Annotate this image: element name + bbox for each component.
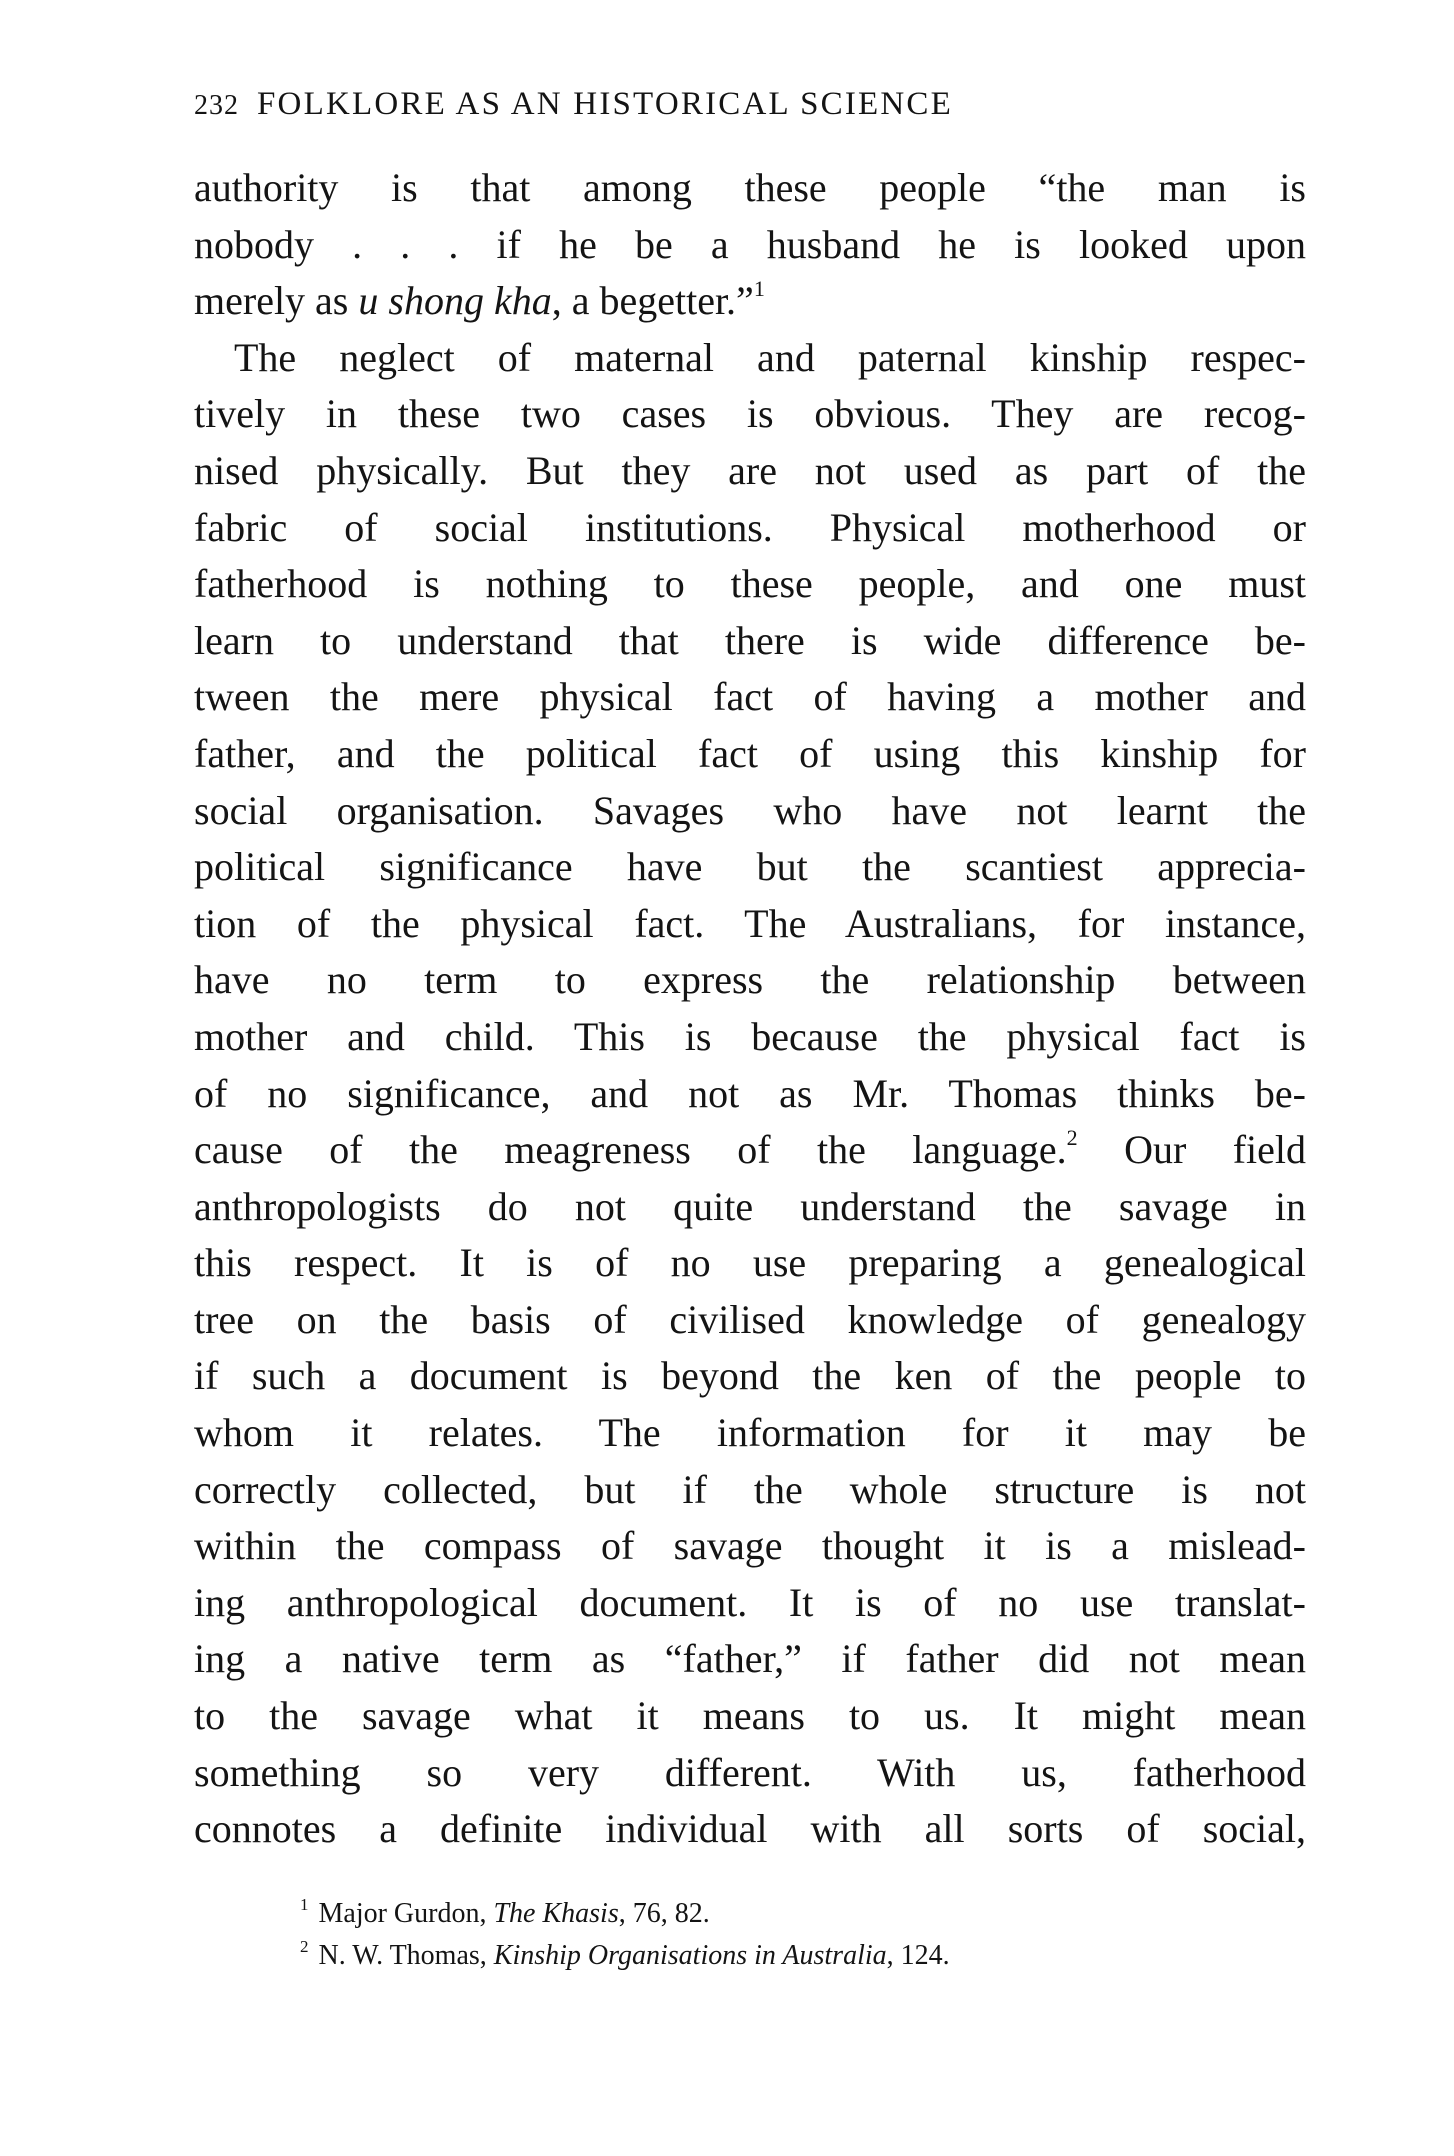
text-line	[194, 443, 1306, 500]
footnote-reference: 2	[1066, 1125, 1078, 1151]
text-line	[194, 273, 1306, 330]
text-run: fabric of social institutions. Physical motherhood or	[194, 504, 1306, 550]
text-line	[194, 1518, 1306, 1575]
text-line	[194, 783, 1306, 840]
text-line	[194, 613, 1306, 670]
italic-text: u shong kha	[358, 278, 552, 324]
text-line	[194, 726, 1306, 783]
text-line	[194, 839, 1306, 896]
text-line	[194, 500, 1306, 557]
page-number: 232	[194, 90, 239, 121]
text-run: tion of the physical fact. The Australians, for instance,	[194, 900, 1306, 946]
text-run: ing a native term as “father,” if father did not mean	[194, 1636, 1306, 1682]
footnote-mark: 2	[300, 1937, 309, 1956]
text-run: whom it relates. The information for it may be	[194, 1410, 1306, 1456]
text-run: anthropologists do not quite understand the savage in	[194, 1183, 1306, 1229]
text-line	[194, 1179, 1306, 1236]
footnote-reference: 1	[753, 276, 765, 302]
text-line	[194, 1631, 1306, 1688]
text-line	[194, 952, 1306, 1009]
text-run: of no significance, and not as Mr. Thomas thinks be-	[194, 1070, 1306, 1116]
text-line	[194, 1066, 1306, 1123]
text-run: have no term to express the relationship between	[194, 957, 1306, 1003]
text-run: tively in these two cases is obvious. They are recog-	[194, 391, 1306, 437]
text-run: political significance have but the scantiest apprecia-	[194, 844, 1306, 890]
text-run: authority is that among these people “the man is	[194, 165, 1306, 210]
text-line	[194, 896, 1306, 953]
text-line	[194, 1575, 1306, 1632]
text-line	[194, 1009, 1306, 1066]
text-line	[194, 1801, 1306, 1858]
text-run: this respect. It is of no use preparing a genealogical	[194, 1240, 1306, 1286]
text-run: Major Gurdon,	[318, 1898, 494, 1929]
running-header	[194, 86, 1234, 123]
text-line	[194, 556, 1306, 613]
text-run: fatherhood is nothing to these people, and one must	[194, 561, 1306, 607]
text-line	[194, 330, 1306, 387]
text-line	[194, 1235, 1306, 1292]
text-line	[194, 1292, 1306, 1349]
text-run: nobody . . . if he be a husband he is looked upon	[194, 221, 1306, 267]
text-run: connotes a definite individual with all sorts of social,	[194, 1806, 1306, 1852]
text-run: ing anthropological document. It is of no use translat-	[194, 1579, 1306, 1625]
text-line	[194, 160, 1306, 217]
text-run: tree on the basis of civilised knowledge of genealogy	[194, 1296, 1306, 1342]
text-run: within the compass of savage thought it is a mislead-	[194, 1523, 1306, 1569]
text-run: N. W. Thomas,	[318, 1940, 494, 1971]
text-line	[194, 217, 1306, 274]
text-run: The neglect of maternal and paternal kinship respec-	[234, 334, 1306, 380]
text-run: cause of the meagreness of the language.	[194, 1127, 1067, 1173]
footnote-2	[300, 1937, 950, 1972]
text-line	[194, 1688, 1306, 1745]
body-text	[194, 160, 1306, 1858]
running-title: FOLKLORE AS AN HISTORICAL SCIENCE	[257, 86, 953, 122]
text-run: Our field	[1077, 1127, 1306, 1173]
text-run: merely as	[194, 278, 359, 324]
text-run: learn to understand that there is wide difference be-	[194, 617, 1306, 663]
text-line	[194, 1122, 1306, 1179]
text-line	[194, 669, 1306, 726]
text-line	[194, 1348, 1306, 1405]
text-run: if such a document is beyond the ken of the people to	[194, 1353, 1306, 1399]
text-run: mother and child. This is because the physical fact is	[194, 1013, 1306, 1059]
text-run: , a begetter.”	[551, 278, 754, 324]
footnote-1	[300, 1895, 710, 1930]
text-run: correctly collected, but if the whole structure is not	[194, 1466, 1306, 1512]
footnote-mark: 1	[300, 1895, 309, 1914]
text-run: father, and the political fact of using this kinship for	[194, 730, 1306, 776]
text-run: tween the mere physical fact of having a mother and	[194, 674, 1306, 720]
text-line	[194, 386, 1306, 443]
italic-text: The Khasis	[493, 1898, 619, 1929]
text-line	[194, 1405, 1306, 1462]
text-run: something so very different. With us, fatherhood	[194, 1749, 1306, 1795]
text-run: , 76, 82.	[618, 1898, 710, 1929]
italic-text: Kinship Organisations in Australia	[493, 1940, 887, 1971]
text-line	[194, 1745, 1306, 1802]
text-run: to the savage what it means to us. It might mean	[194, 1693, 1306, 1739]
text-line	[194, 1462, 1306, 1519]
text-run: social organisation. Savages who have not learnt the	[194, 787, 1306, 833]
text-run: nised physically. But they are not used as part of the	[194, 447, 1306, 493]
text-run: , 124.	[886, 1940, 950, 1971]
